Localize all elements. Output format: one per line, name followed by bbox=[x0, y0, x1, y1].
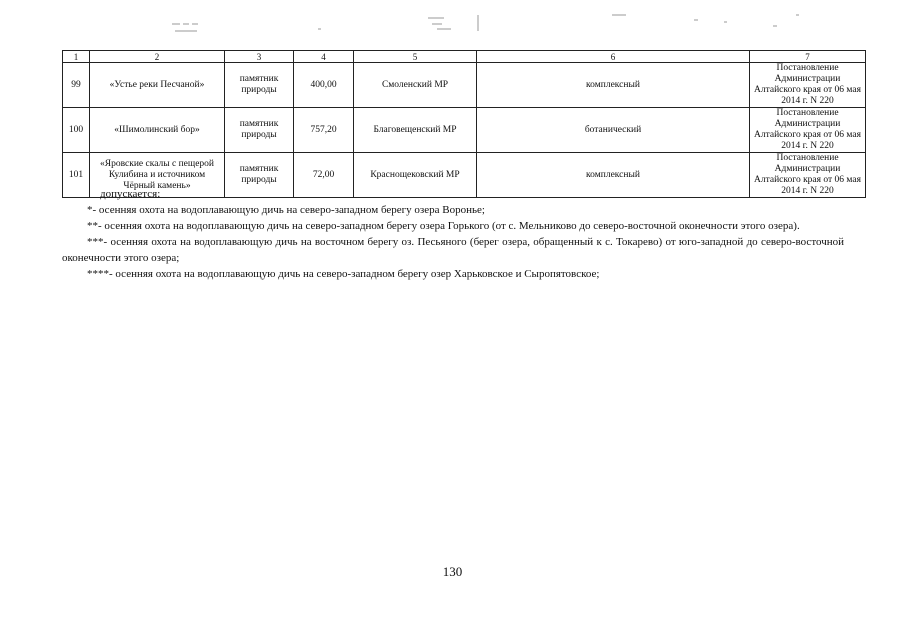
object-name: «Шимолинский бор» bbox=[90, 108, 225, 153]
legal-document: Постановление Администрации Алтайского края от 06 мая 2014 г. N 220 bbox=[750, 63, 866, 108]
object-name: «Устье реки Песчаной» bbox=[90, 63, 225, 108]
object-name: «Яровские скалы с пещерой Кулибина и источником Чёрный камень» bbox=[90, 153, 225, 198]
footnotes bbox=[62, 186, 844, 282]
column-number-row bbox=[63, 51, 866, 63]
column-number: 5 bbox=[354, 51, 477, 63]
object-district: Краснощековский МР bbox=[354, 153, 477, 198]
row-number: 100 bbox=[63, 108, 90, 153]
note-item: ****- осенняя охота на водоплавающую дичь на северо-западном берегу озер Харьковское и Сыропятовское; bbox=[87, 268, 600, 280]
object-area: 72,00 bbox=[294, 153, 354, 198]
row-number: 101 bbox=[63, 153, 90, 198]
scan-artifacts bbox=[0, 0, 905, 40]
note-item: **- осенняя охота на водоплавающую дичь на северо-западном берегу озера Горького (от с. Мельниково до северо-восточной оконечности этого озера). bbox=[87, 220, 800, 232]
table-row bbox=[63, 63, 866, 108]
column-number: 3 bbox=[225, 51, 294, 63]
object-area: 757,20 bbox=[294, 108, 354, 153]
object-profile: комплексный bbox=[477, 153, 750, 198]
object-type: памятник природы bbox=[225, 108, 294, 153]
protected-areas-table bbox=[62, 50, 866, 198]
object-type: памятник природы bbox=[225, 153, 294, 198]
column-number: 7 bbox=[750, 51, 866, 63]
legal-document: Постановление Администрации Алтайского края от 06 мая 2014 г. N 220 bbox=[750, 153, 866, 198]
column-number: 1 bbox=[63, 51, 90, 63]
note-item: ***- осенняя охота на водоплавающую дичь на восточном берегу оз. Песьяного (берег озера, обращенный к с. Токарево) от юго-западной до северо-восточной оконечности этого озера; bbox=[62, 236, 844, 264]
legal-document: Постановление Администрации Алтайского края от 06 мая 2014 г. N 220 bbox=[750, 108, 866, 153]
page-number: 130 bbox=[442, 564, 463, 579]
column-number: 2 bbox=[90, 51, 225, 63]
column-number: 4 bbox=[294, 51, 354, 63]
note-intro: допускается: bbox=[100, 188, 161, 200]
object-district: Благовещенский МР bbox=[354, 108, 477, 153]
table-row bbox=[63, 108, 866, 153]
object-district: Смоленский МР bbox=[354, 63, 477, 108]
row-number: 99 bbox=[63, 63, 90, 108]
object-type: памятник природы bbox=[225, 63, 294, 108]
column-number: 6 bbox=[477, 51, 750, 63]
object-area: 400,00 bbox=[294, 63, 354, 108]
note-item: *- осенняя охота на водоплавающую дичь на северо-западном берегу озера Воронье; bbox=[87, 204, 485, 216]
object-profile: ботанический bbox=[477, 108, 750, 153]
object-profile: комплексный bbox=[477, 63, 750, 108]
